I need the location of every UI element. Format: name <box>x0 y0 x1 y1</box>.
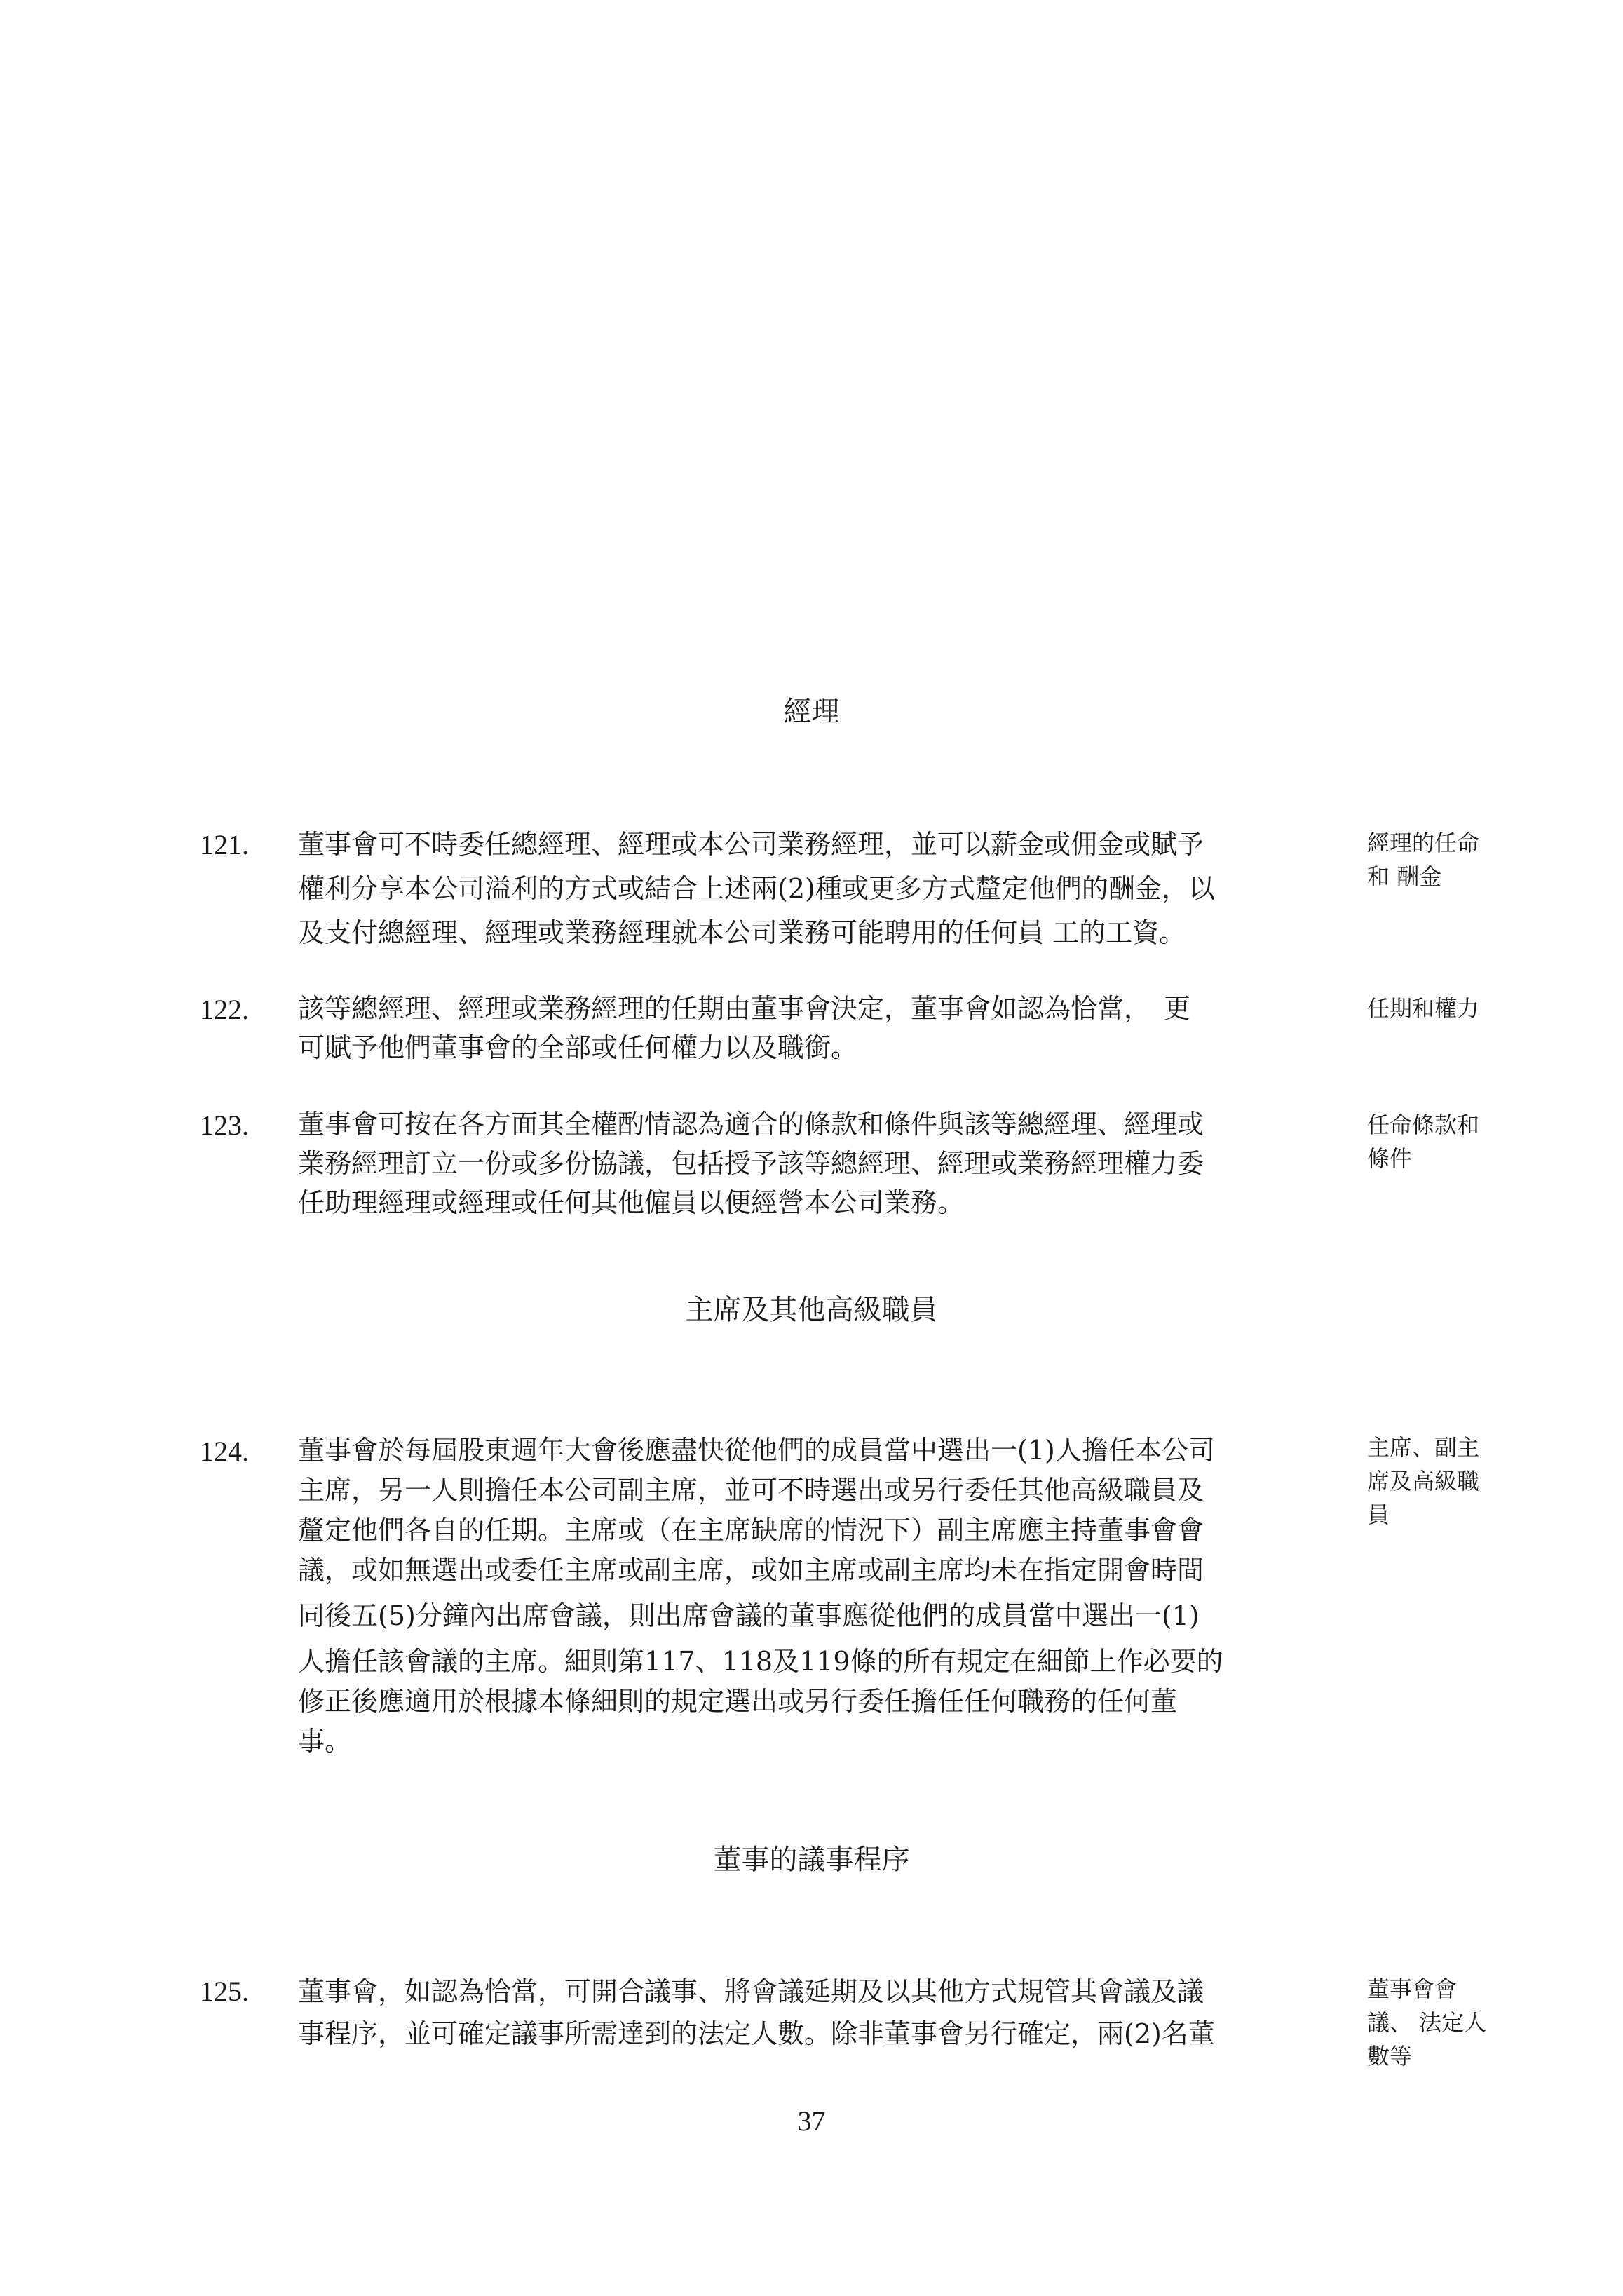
margin-note-124-line-1: 主席、副主 <box>1367 1434 1480 1461</box>
margin-note-123-line-1: 任命條款和 <box>1367 1112 1480 1138</box>
margin-note-121 <box>1367 826 1507 893</box>
clause-text-121 <box>298 824 1329 954</box>
clause-121-line-2: 權利分享本公司溢利的方式或結合上述兩(2)種或更多方式釐定他們的酬金，以 <box>298 873 1215 904</box>
clause-121-line-1: 董事會可不時委任總經理、經理或本公司業務經理，並可以薪金或佣金或賦予 <box>298 829 1204 860</box>
clause-124-line-7: 修正後應適用於根據本條細則的規定選出或另行委任擔任任何職務的任何董 <box>298 1686 1178 1717</box>
clause-121-line-3: 及支付總經理、經理或業務經理就本公司業務可能聘用的任何員 工的工資。 <box>298 917 1186 948</box>
clause-124-line-8: 事。 <box>298 1726 352 1757</box>
section-heading-managers: 經理 <box>783 696 840 728</box>
margin-note-124 <box>1367 1431 1507 1532</box>
clause-123-line-3: 任助理經理或經理或任何其他僱員以便經營本公司業務。 <box>298 1187 965 1218</box>
clause-124-line-2: 主席，另一人則擔任本公司副主席，並可不時選出或另行委任其他高級職員及 <box>298 1475 1204 1506</box>
clause-125-line-1: 董事會，如認為恰當，可開合議事、將會議延期及以其他方式規管其會議及議 <box>298 1976 1204 2007</box>
margin-note-121-line-2: 和 酬金 <box>1367 863 1442 890</box>
clause-124-line-5: 同後五(5)分鐘內出席會議，則出席會議的董事應從他們的成員當中選出一(1) <box>298 1600 1200 1631</box>
margin-note-125-line-3: 數等 <box>1367 2043 1413 2069</box>
clause-number-122: 122. <box>200 994 249 1025</box>
clause-124-line-6: 人擔任該會議的主席。細則第117、118及119條的所有規定在細節上作必要的 <box>298 1646 1223 1677</box>
margin-note-121-line-1: 經理的任命 <box>1367 830 1480 856</box>
clause-text-122 <box>298 989 1329 1067</box>
clause-122-line-2: 可賦予他們董事會的全部或任何權力以及職銜。 <box>298 1032 858 1063</box>
page-number: 37 <box>797 2105 826 2137</box>
clause-text-123 <box>298 1105 1329 1222</box>
clause-123-line-2: 業務經理訂立一份或多份協議，包括授予該等總經理、經理或業務經理權力委 <box>298 1148 1204 1179</box>
clause-number-123: 123. <box>200 1109 249 1141</box>
margin-note-124-line-2: 席及高級職 <box>1367 1468 1480 1494</box>
clause-122-line-1: 該等總經理、經理或業務經理的任期由董事會決定，董事會如認為恰當， 更 <box>298 993 1191 1024</box>
margin-note-124-line-3: 員 <box>1367 1501 1390 1528</box>
section-heading-chairman-officers: 主席及其他高級職員 <box>685 1294 938 1326</box>
margin-note-125-line-2: 議、 法定人 <box>1367 2009 1487 2036</box>
clause-124-line-4: 議，或如無選出或委任主席或副主席，或如主席或副主席均未在指定開會時間 <box>298 1555 1204 1586</box>
clause-125-line-2: 事程序，並可確定議事所需達到的法定人數。除非董事會另行確定，兩(2)名董 <box>298 2018 1215 2049</box>
clause-text-124 <box>298 1431 1329 1762</box>
margin-note-122-line-1: 任期和權力 <box>1367 995 1480 1022</box>
clause-number-124: 124. <box>200 1436 249 1467</box>
clause-number-125: 125. <box>200 1976 249 2007</box>
clause-124-line-3: 釐定他們各自的任期。主席或（在主席缺席的情況下）副主席應主持董事會會 <box>298 1515 1204 1546</box>
margin-note-125-line-1: 董事會會 <box>1367 1976 1458 2002</box>
section-heading-board-proceedings: 董事的議事程序 <box>713 1844 910 1876</box>
clause-123-line-1: 董事會可按在各方面其全權酌情認為適合的條款和條件與該等總經理、經理或 <box>298 1109 1204 1140</box>
margin-note-123 <box>1367 1108 1507 1175</box>
clause-text-125 <box>298 1971 1329 2055</box>
margin-note-125 <box>1367 1972 1507 2073</box>
margin-note-122 <box>1367 992 1507 1025</box>
clause-number-121: 121. <box>200 829 249 860</box>
clause-124-line-1: 董事會於每屆股東週年大會後應盡快從他們的成員當中選出一(1)人擔任本公司 <box>298 1435 1215 1466</box>
margin-note-123-line-2: 條件 <box>1367 1145 1413 1172</box>
